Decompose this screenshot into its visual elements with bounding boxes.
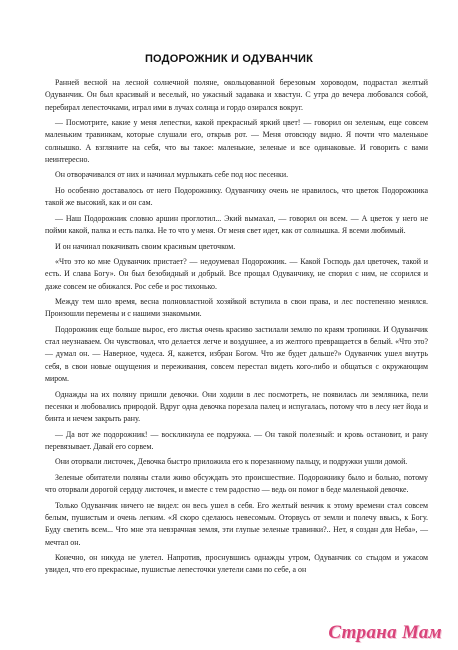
paragraph-11: — Да вот же подорожник! — воскликнула ее подружка. — Он такой полезный: и кровь остановит, и рану перевязывает. Давай его сорвем. [45,429,428,451]
paragraph-12: Они оторвали листочек, Девочка быстро приложила его к порезанному пальцу, и подружки ушли домой. [55,457,408,467]
paragraph-1: Ранней весной на лесной солнечной поляне, окольцованной березовым хороводом, подрастал желтый Одуванчик. Он был красивый и веселый, но ужасный задавака и хвастун. С утра до вечера любовался собой, перебирал лепесточками, играл ими в лучах солнца и гордо озирался вокруг. [45,78,428,112]
paragraph-4: Но особенно доставалось от него Подорожнику. Одуванчику очень не нравилось, что цветок Подорожника такой же высокий, как и он сам. [45,185,428,208]
watermark-logo: Страна Мам [328,622,442,643]
paragraph-10: Однажды на их поляну пришли девочки. Они ходили в лес посмотреть, не появилась ли земляника, пели песенки и любовались природой. Вдруг одна девочка порезала палец и испугалась, потому что в лесу нет йода и бинта и нечем закрыть рану. [45,389,428,424]
story-body [45,77,428,580]
paragraph-15: Конечно, он никуда не улетел. Напротив, проснувшись однажды утром, Одуванчик со стыдом и ужасом увидел, что его прекрасные, пушистые лепесточки улетели сами по себе, а он [45,553,428,575]
paragraph-2: — Посмотрите, какие у меня лепестки, какой прекрасный яркий цвет! — говорил он зеленым, еще совсем маленьким травинкам, которые слушали его, открыв рот. — Меня отовсюду видно. Я почти что маленькое солнышко. А взгляните на себя, что вы такое: маленькие, зеленые и все одинаковые. И говорить с вами неинтересно. [45,118,428,164]
paragraph-5: — Наш Подорожник словно аршин проглотил... Экий вымахал, — говорил он всем. — А цветок у него не пойми какой, палка и есть палка. Не то что у меня. От меня свет идет, как от солнышка. Я всеми любимый. [45,213,428,236]
paragraph-3: Он отворачивался от них и начинал мурлыкать себе под нос песенки. [55,170,289,180]
paragraph-6: И он начинал покачивать своим красивым цветочком. [55,241,236,251]
paragraph-14: Только Одуванчик ничего не видел: он весь ушел в себя. Его желтый венчик к этому времени стал совсем белым, пушистым и очень легким. «Я скоро сделаюсь невесомым. Оторвусь от земли и полечу ввысь, к Богу. Буду светить всем... Что мне эта невзрачная земля, эти глупые зеленые травинки?.. Нет, я создан для Неба», — мечтал он. [45,500,428,547]
paragraph-7: «Что это ко мне Одуванчик пристает? — недоумевал Подорожник. — Какой Господь дал цветочек, такой и есть. И слава Богу». Он был безобидный и добрый. Все прощал Одуванчику, не спорил с ним, не ссорился и даже совсем не обижался. Рос себе и рос тихонько. [45,256,428,291]
story-title: ПОДОРОЖНИК И ОДУВАНЧИК [144,53,314,65]
paragraph-8: Между тем шло время, весна полновластной хозяйкой вступила в свои права, и лес постепенно менялся. Произошли перемены и с нашими знакомыми. [45,297,428,319]
paragraph-13: Зеленые обитатели поляны стали живо обсуждать это происшествие. Подорожнику было и больно, потому что оторвали дорогой сердцу листочек, и вместе с тем радостно — ведь он помог в беде маленькой девочке. [45,472,428,495]
paragraph-9: Подорожник еще больше вырос, его листья очень красиво застилали землю по краям тропинки. И Одуванчик стал неузнаваем. Он чувствовал, что делается легче и воздушнее, а из желтого превращается в белый. «Что это? — думал он. — Наверное, чудеса. Я, кажется, избран Богом. Что же будет дальше?» Одуванчик ушел внутрь себя, в свои новые ощущения и переживания, совсем перестал видеть кого-либо и общаться с окружающим миром. [45,324,428,384]
